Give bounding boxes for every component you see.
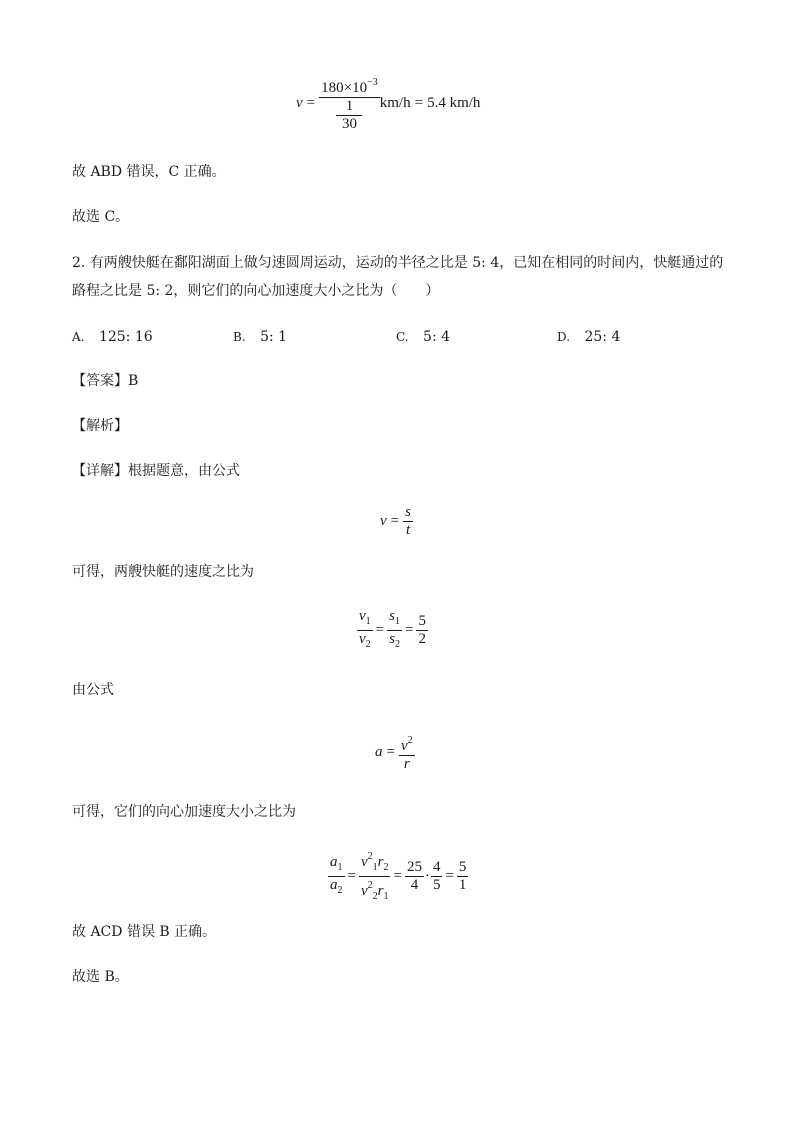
formula3-sub4: 2 <box>394 639 400 650</box>
text-abd-wrong: 故 ABD 错误，C 正确。 <box>72 164 226 180</box>
formula5-frac-5-1 <box>457 859 469 894</box>
formula2-num: s <box>405 504 411 520</box>
formula5-sub-a1: 1 <box>337 862 343 873</box>
formula-speed-conversion <box>296 74 480 133</box>
accel-ratio-text: 可得，它们的向心加速度大小之比为 <box>72 804 296 820</box>
formula5-r1: r <box>377 883 384 899</box>
formula5-a-ratio <box>328 854 345 899</box>
option-d-letter: D. <box>557 330 571 344</box>
formula4-lhs: a <box>375 744 383 760</box>
formula5-r2: r <box>377 854 384 870</box>
option-d <box>557 327 620 347</box>
answer-label: 【答案】B <box>72 373 139 389</box>
formula5-sq2: 2 <box>367 880 373 891</box>
speed-ratio-text: 可得，两艘快艇的速度之比为 <box>72 564 254 580</box>
option-d-text: 25: 4 <box>584 329 621 345</box>
formula4-den: r <box>403 756 410 772</box>
formula3-equals-2: = <box>404 622 414 638</box>
formula2-den: t <box>405 522 411 538</box>
text-choose-c: 故选 C。 <box>72 209 130 225</box>
formula-speed-ratio <box>357 608 428 653</box>
formula3-s-ratio <box>387 608 402 653</box>
formula3-den: 2 <box>418 631 426 647</box>
formula3-num: 5 <box>418 613 426 629</box>
formula3-v1: v <box>359 608 366 624</box>
formula5-sq1: 2 <box>367 851 373 862</box>
formula5-sub-v2: 2 <box>372 891 378 902</box>
formula5-equals-3: = <box>445 868 454 884</box>
formula1-v: v <box>296 95 303 111</box>
formula5-sub-r1: 1 <box>383 891 389 902</box>
formula1-exponent: −3 <box>367 77 378 88</box>
formula1-fraction <box>319 74 380 133</box>
formula5-d2: 5 <box>432 877 441 893</box>
formula5-n3: 5 <box>458 859 467 875</box>
formula4-num: v <box>400 738 408 754</box>
formula5-v1: v <box>360 854 368 870</box>
question-2-line-2: 路程之比是 5: 2，则它们的向心加速度大小之比为（ ） <box>72 283 440 299</box>
formula-velocity <box>380 504 413 539</box>
formula5-frac-25-4 <box>405 859 424 894</box>
formula3-v-ratio <box>357 608 373 653</box>
formula5-sub-v1: 1 <box>372 862 378 873</box>
analysis-label: 【解析】 <box>72 418 128 434</box>
option-a-text: 125: 16 <box>98 329 153 345</box>
formula3-sub3: 1 <box>394 616 400 627</box>
formula1-equals-2: = <box>414 95 424 111</box>
option-b-text: 5: 1 <box>260 329 288 345</box>
question-2-line-1: 2. 有两艘快艇在鄱阳湖面上做匀速圆周运动，运动的半径之比是 5: 4，已知在相同的时间内，快艇通过的 <box>72 255 724 271</box>
option-a-letter: A. <box>72 330 85 344</box>
detail-line: 【详解】根据题意，由公式 <box>72 463 240 479</box>
formula5-n2: 4 <box>432 859 441 875</box>
formula-text: 由公式 <box>72 682 114 698</box>
formula1-den-den: 30 <box>341 116 357 132</box>
option-a <box>72 327 153 347</box>
option-b <box>233 327 287 347</box>
formula1-denominator <box>334 98 364 133</box>
formula1-den-num: 1 <box>345 98 354 114</box>
formula5-sub-a2: 2 <box>337 885 343 896</box>
formula2-lhs: v <box>380 513 387 529</box>
formula1-result: 5.4 km/h <box>427 95 481 111</box>
formula3-sub1: 1 <box>365 616 371 627</box>
formula5-dot: · <box>424 868 430 884</box>
option-c-text: 5: 4 <box>423 329 451 345</box>
formula5-equals-1: = <box>347 868 356 884</box>
formula5-equals-2: = <box>393 868 402 884</box>
formula1-equals: = <box>306 95 316 111</box>
formula4-equals: = <box>386 744 395 760</box>
formula5-d1: 4 <box>410 877 419 893</box>
formula1-unit: km/h <box>379 95 411 111</box>
formula5-frac-4-5 <box>431 859 443 894</box>
formula1-numerator: 180×10 <box>321 80 368 96</box>
text-choose-b: 故选 B。 <box>72 969 129 985</box>
formula2-fraction <box>403 504 413 539</box>
formula4-fraction <box>399 732 415 773</box>
formula5-n1: 25 <box>406 859 422 875</box>
formula4-exp: 2 <box>407 735 413 746</box>
formula5-a2: a <box>330 877 338 893</box>
formula3-s1: s <box>389 608 395 624</box>
formula3-result <box>416 613 428 648</box>
formula5-vr-ratio <box>359 848 391 905</box>
formula-acceleration <box>375 732 415 773</box>
formula3-sub2: 2 <box>365 639 371 650</box>
formula5-a1: a <box>330 854 338 870</box>
formula3-s2: s <box>389 631 395 647</box>
option-b-letter: B. <box>233 330 246 344</box>
formula5-sub-r2: 2 <box>383 862 389 873</box>
option-c <box>396 327 450 347</box>
formula2-equals: = <box>390 513 400 529</box>
formula5-v2: v <box>360 883 368 899</box>
option-c-letter: C. <box>396 330 409 344</box>
formula3-v2: v <box>359 631 366 647</box>
formula5-d3: 1 <box>458 877 467 893</box>
formula3-equals-1: = <box>375 622 385 638</box>
formula-accel-ratio <box>328 848 468 905</box>
text-acd-wrong: 故 ACD 错误 B 正确。 <box>72 924 217 940</box>
